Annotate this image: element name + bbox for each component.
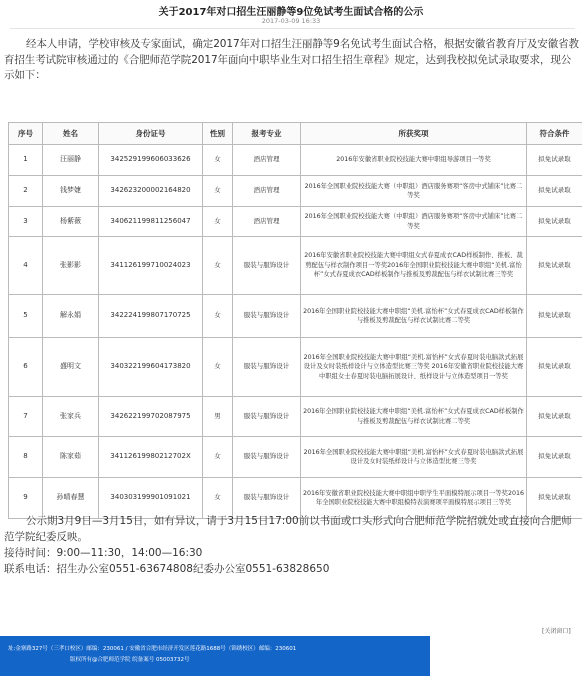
site-footer-address: 址:金寨路327号（三孝口校区）邮编：230061 / 安徽省合肥市经济开发区莲花路1688号（锦绣校区）邮编：230601 — [8, 646, 297, 652]
row-no: 3 — [9, 207, 43, 237]
row-gender: 女 — [203, 437, 233, 478]
row-condition: 拟免试录取 — [527, 397, 582, 437]
row-condition: 拟免试录取 — [527, 207, 582, 237]
row-id: 342529199606033626 — [99, 145, 203, 176]
row-major: 服装与服饰设计 — [233, 478, 301, 519]
site-footer — [0, 636, 430, 676]
table-row — [9, 207, 582, 237]
header-award: 所获奖项 — [301, 123, 527, 145]
row-award: 2016年安徽省职业院校技能大赛中职组女式春夏成衣CAD样板制作、推板、裁剪配伍与样衣制作项目一等奖2016年全国职业院校技能大赛中职组“美机.富怡杯”女式春夏成衣CAD样板制作与推板及剪裁配伍与样衣试制比赛三等奖 — [301, 237, 527, 295]
row-major: 服装与服饰设计 — [233, 397, 301, 437]
header-condition: 符合条件 — [527, 123, 582, 145]
row-award: 2016年全国职业院校技能大赛（中职组）酒店服务赛项“客房中式铺床”比赛二等奖 — [301, 207, 527, 237]
site-footer-copyright: 版权所有@合肥师范学院 皖备案号 05003732号 — [70, 657, 190, 663]
table-row — [9, 145, 582, 176]
row-no: 4 — [9, 237, 43, 295]
row-no: 6 — [9, 338, 43, 397]
row-gender: 女 — [203, 237, 233, 295]
row-name: 钱梦婕 — [43, 176, 99, 207]
row-name: 张影影 — [43, 237, 99, 295]
row-name: 孙晴春慧 — [43, 478, 99, 519]
row-condition: 拟免试录取 — [527, 237, 582, 295]
row-condition: 拟免试录取 — [527, 176, 582, 207]
table-row — [9, 237, 582, 295]
row-no: 8 — [9, 437, 43, 478]
table-row — [9, 176, 582, 207]
header-gender: 性别 — [203, 123, 233, 145]
row-gender: 女 — [203, 478, 233, 519]
table-row — [9, 338, 582, 397]
header-no: 序号 — [9, 123, 43, 145]
intro-paragraph: 经本人申请，学校审核及专家面试，确定2017年对口招生汪丽静等9名免试考生面试合格，根据安徽省教育厅及安徽省教育招生考试院审核通过的《合肥师范学院2017年面向中职毕业生对口招生招生章程》规定，达到我校拟免试录取要求，现公示如下： — [4, 38, 579, 81]
row-name: 解永娟 — [43, 295, 99, 338]
row-name: 汪丽静 — [43, 145, 99, 176]
row-major: 酒店管理 — [233, 145, 301, 176]
close-window-button[interactable]: [关闭窗口] — [542, 628, 571, 635]
row-no: 9 — [9, 478, 43, 519]
publish-date: 2017-03-09 16:33 — [261, 17, 321, 25]
row-id: 34112619980212702X — [99, 437, 203, 478]
row-name: 盛明文 — [43, 338, 99, 397]
row-award: 2016年安徽省职业院校技能大赛中职组中职学生平面模特展示项目一等奖2016年全国职业院校技能大赛中职组模特表演赛项平面模特展示项目三等奖 — [301, 478, 527, 519]
row-gender: 男 — [203, 397, 233, 437]
row-id: 340621199811256047 — [99, 207, 203, 237]
row-award: 2016年全国职业院校技能大赛中职组“美机.富怡杯”女式春夏时装电脑款式拓展设计及女时装纸样设计与立体造型比赛三等奖 2016年安徽省职业院校技能大赛中职组女士春夏时装电脑拓展设计、纸样设计与立体造型项目一等奖 — [301, 338, 527, 397]
row-award: 2016年安徽省职业院校技能大赛中职组导游项目一等奖 — [301, 145, 527, 176]
row-gender: 女 — [203, 145, 233, 176]
row-gender: 女 — [203, 207, 233, 237]
row-award: 2016年全国职业院校技能大赛中职组“美机.富怡杯”女式春夏成衣CAD样板制作与推板及剪裁配伍与样衣试制比赛二等奖 — [301, 397, 527, 437]
row-major: 服装与服饰设计 — [233, 295, 301, 338]
row-no: 2 — [9, 176, 43, 207]
row-major: 酒店管理 — [233, 207, 301, 237]
reception-hours: 接待时间：9:00—11:30，14:00—16:30 — [4, 547, 203, 559]
header-id: 身份证号 — [99, 123, 203, 145]
candidates-table — [8, 122, 582, 519]
row-gender: 女 — [203, 338, 233, 397]
row-no: 7 — [9, 397, 43, 437]
row-award: 2016年全国职业院校技能大赛中职组“美机.富怡杯”女式春夏时装电脑款式拓展设计及女时装纸样设计与立体造型比赛三等奖 — [301, 437, 527, 478]
row-id: 340303199901091021 — [99, 478, 203, 519]
article-title: 关于2017年对口招生汪丽静等9位免试考生面试合格的公示 — [158, 7, 424, 18]
row-major: 服装与服饰设计 — [233, 338, 301, 397]
table-header-row — [9, 123, 582, 145]
row-id: 340322199604173820 — [99, 338, 203, 397]
row-id: 342224199807170725 — [99, 295, 203, 338]
row-name: 张家兵 — [43, 397, 99, 437]
row-no: 1 — [9, 145, 43, 176]
row-condition: 拟免试录取 — [527, 338, 582, 397]
footer-notice-block — [4, 513, 580, 577]
row-name: 陈家茹 — [43, 437, 99, 478]
row-id: 341126199710024023 — [99, 237, 203, 295]
row-no: 5 — [9, 295, 43, 338]
header-name: 姓名 — [43, 123, 99, 145]
table-row — [9, 397, 582, 437]
row-gender: 女 — [203, 295, 233, 338]
row-major: 服装与服饰设计 — [233, 437, 301, 478]
row-major: 服装与服饰设计 — [233, 237, 301, 295]
row-condition: 拟免试录取 — [527, 145, 582, 176]
row-id: 342623200002164820 — [99, 176, 203, 207]
table-row — [9, 295, 582, 338]
contact-phone: 联系电话：招生办公室0551-63674808纪委办公室0551-63828650 — [4, 563, 330, 575]
row-major: 酒店管理 — [233, 176, 301, 207]
row-gender: 女 — [203, 176, 233, 207]
row-condition: 拟免试录取 — [527, 295, 582, 338]
header-major: 报考专业 — [233, 123, 301, 145]
table-row — [9, 437, 582, 478]
row-award: 2016年全国职业院校技能大赛（中职组）酒店服务赛项“客房中式铺床”比赛二等奖 — [301, 176, 527, 207]
title-divider — [10, 28, 575, 29]
row-condition: 拟免试录取 — [527, 437, 582, 478]
row-id: 342622199702087975 — [99, 397, 203, 437]
objection-notice: 公示期3月9日—3月15日，如有异议，请于3月15日17:00前以书面或口头形式向合肥师范学院招就处或直接向合肥师范学院纪委反映。 — [4, 515, 572, 543]
row-name: 杨紫薇 — [43, 207, 99, 237]
row-condition: 拟免试录取 — [527, 478, 582, 519]
row-award: 2016年全国职业院校技能大赛中职组“美机.富怡杯”女式春夏成衣CAD样板制作与推板及剪裁配伍与样衣试制比赛二等奖 — [301, 295, 527, 338]
